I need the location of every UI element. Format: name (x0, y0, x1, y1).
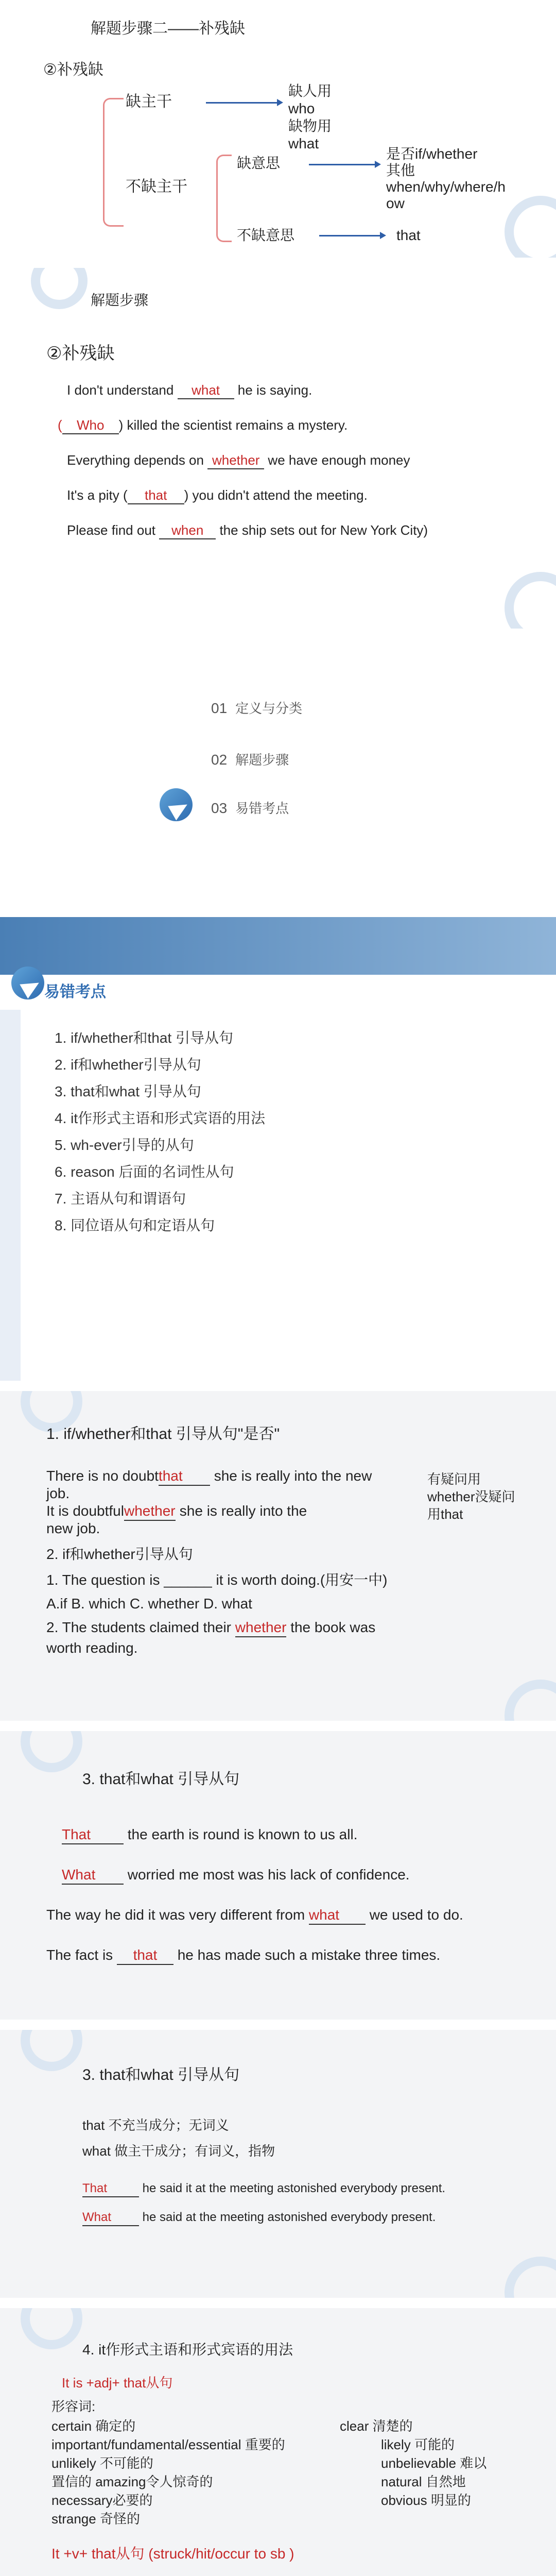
example-line: That the earth is round is known to us all. (62, 1826, 357, 1844)
side-strip (0, 1010, 21, 1381)
list-item: 3. that和what 引导从句 (55, 1083, 201, 1099)
decorative-ring-icon (21, 2030, 82, 2071)
decorative-ring-icon (505, 1680, 556, 1721)
that-label: that (396, 227, 421, 243)
adjective-item: likely 可能的 (381, 2437, 455, 2452)
sub-brace (216, 155, 232, 242)
example-line: There is no doubtthat she is really into the new (46, 1467, 372, 1486)
toc-item-01[interactable]: 01 定义与分类 (211, 700, 303, 716)
adjective-item: unbelievable 难以 (381, 2455, 487, 2471)
panel-title: 3. that和what 引导从句 (82, 1771, 240, 1788)
list-item: 7. 主语从句和谓语句 (55, 1191, 186, 1207)
example-line: The way he did it was very different from what we used to do. (46, 1906, 463, 1925)
section-label: ②补残缺 (46, 344, 115, 363)
play-icon (160, 788, 193, 821)
main-brace (103, 98, 124, 227)
question-line: 1. The question is ______ it is worth doing.(用安一中) (46, 1572, 388, 1588)
example-line: That he said it at the meeting astonished everybody present. (82, 2181, 445, 2197)
meaning-item: 其他 (386, 162, 415, 178)
subheading: 2. if和whether引导从句 (46, 1546, 193, 1562)
side-note: whether没疑问 (427, 1489, 515, 1504)
example-line: I don't understand what he is saying. (67, 382, 312, 399)
example-line: Everything depends on whether we have enough money (67, 452, 410, 469)
adjective-item: clear 清楚的 (340, 2418, 413, 2434)
rule-line: what 做主干成分；有词义，指物 (82, 2143, 275, 2159)
toc-item-02[interactable]: 02 解题步骤 (211, 752, 289, 768)
side-note: 有疑问用 (427, 1471, 481, 1487)
panel-title: 解题步骤二——补残缺 (91, 20, 245, 37)
adjective-item: necessary必要的 (51, 2493, 153, 2508)
question-line: worth reading. (46, 1640, 138, 1656)
example-line: What worried me most was his lack of confidence. (62, 1866, 410, 1885)
missing-meaning-label: 缺意思 (237, 155, 281, 171)
missing-subject-item: what (288, 135, 319, 151)
example-line: job. (46, 1485, 70, 1501)
decorative-ring-icon (505, 572, 556, 629)
missing-subject-label: 缺主干 (126, 93, 172, 110)
panel-title: 解题步骤 (91, 292, 149, 308)
side-note: 用that (427, 1506, 463, 1522)
example-line: What he said at the meeting astonished everybody present. (82, 2210, 436, 2226)
decorative-ring-icon (21, 2308, 82, 2349)
panel-title: 3. that和what 引导从句 (82, 2066, 240, 2083)
not-missing-subject-label: 不缺主干 (126, 178, 187, 195)
question-line: 2. The students claimed their whether the book was (46, 1619, 375, 1637)
adjective-item: important/fundamental/essential 重要的 (51, 2437, 285, 2452)
pattern-line: It is +adj+ that从句 (62, 2375, 173, 2391)
missing-subject-item: 缺人用 (288, 83, 332, 99)
list-item: 2. if和whether引导从句 (55, 1057, 201, 1073)
arrow-icon (309, 164, 376, 165)
adjectives-label: 形容词: (51, 2399, 96, 2414)
panel-steps-examples (0, 268, 556, 629)
adjective-item: obvious 明显的 (381, 2493, 471, 2508)
header-bar (0, 917, 556, 975)
list-item: 6. reason 后面的名词性从句 (55, 1164, 234, 1180)
panel-it-formal-subject (0, 2308, 556, 2576)
section-label: ②补残缺 (43, 61, 103, 78)
panel-title: 易错考点 (44, 984, 106, 1001)
list-item: 5. wh-ever引导的从句 (55, 1137, 194, 1153)
panel-that-what-examples (0, 1731, 556, 2020)
list-item: 4. it作形式主语和形式宾语的用法 (55, 1110, 266, 1126)
decorative-ring-icon (505, 196, 556, 258)
arrow-icon (206, 102, 278, 104)
panel-toc (0, 639, 556, 907)
missing-subject-item: who (288, 100, 315, 116)
example-line: ( Who ) killed the scientist remains a mystery. (58, 417, 348, 434)
list-item: 8. 同位语从句和定语从句 (55, 1217, 215, 1233)
adjective-item: natural 自然地 (381, 2474, 466, 2489)
adjective-item: strange 奇怪的 (51, 2511, 140, 2527)
meaning-item: ow (386, 195, 405, 211)
decorative-ring-icon (31, 268, 88, 309)
list-item: 1. if/whether和that 引导从句 (55, 1030, 234, 1046)
example-line: new job. (46, 1520, 100, 1536)
example-line: It's a pity ( that ) you didn't attend the meeting. (67, 487, 368, 504)
pattern-line: It +v+ that从句 (struck/hit/occur to sb ) (51, 2546, 294, 2562)
panel-error-points (0, 917, 556, 1381)
missing-subject-item: 缺物用 (288, 118, 332, 134)
adjective-item: certain 确定的 (51, 2418, 136, 2434)
panel-if-whether-that (0, 1391, 556, 1721)
example-line: The fact is that he has made such a mistake three times. (46, 1946, 440, 1965)
decorative-ring-icon (505, 2257, 556, 2298)
rule-line: that 不充当成分；无词义 (82, 2117, 229, 2133)
panel-title: 4. it作形式主语和形式宾语的用法 (82, 2342, 293, 2358)
decorative-ring-icon (21, 1731, 82, 1772)
panel-fill-missing-diagram (0, 0, 556, 258)
example-line: Please find out when the ship sets out for New York City) (67, 522, 428, 539)
adjective-item: unlikely 不可能的 (51, 2455, 153, 2471)
toc-item-03[interactable]: 03 易错考点 (211, 800, 289, 816)
options-line: A.if B. which C. whether D. what (46, 1596, 252, 1612)
panel-that-what-rules (0, 2030, 556, 2298)
arrow-icon (319, 235, 381, 236)
panel-title: 1. if/whether和that 引导从句"是否" (46, 1426, 280, 1443)
meaning-item: when/why/where/h (386, 179, 506, 195)
example-line: It is doubtfulwhether she is really into the (46, 1502, 307, 1521)
meaning-item: 是否if/whether (386, 146, 478, 162)
play-icon (11, 967, 44, 999)
adjective-item: 置信的 amazing令人惊奇的 (51, 2474, 213, 2489)
no-missing-meaning-label: 不缺意思 (237, 227, 295, 243)
